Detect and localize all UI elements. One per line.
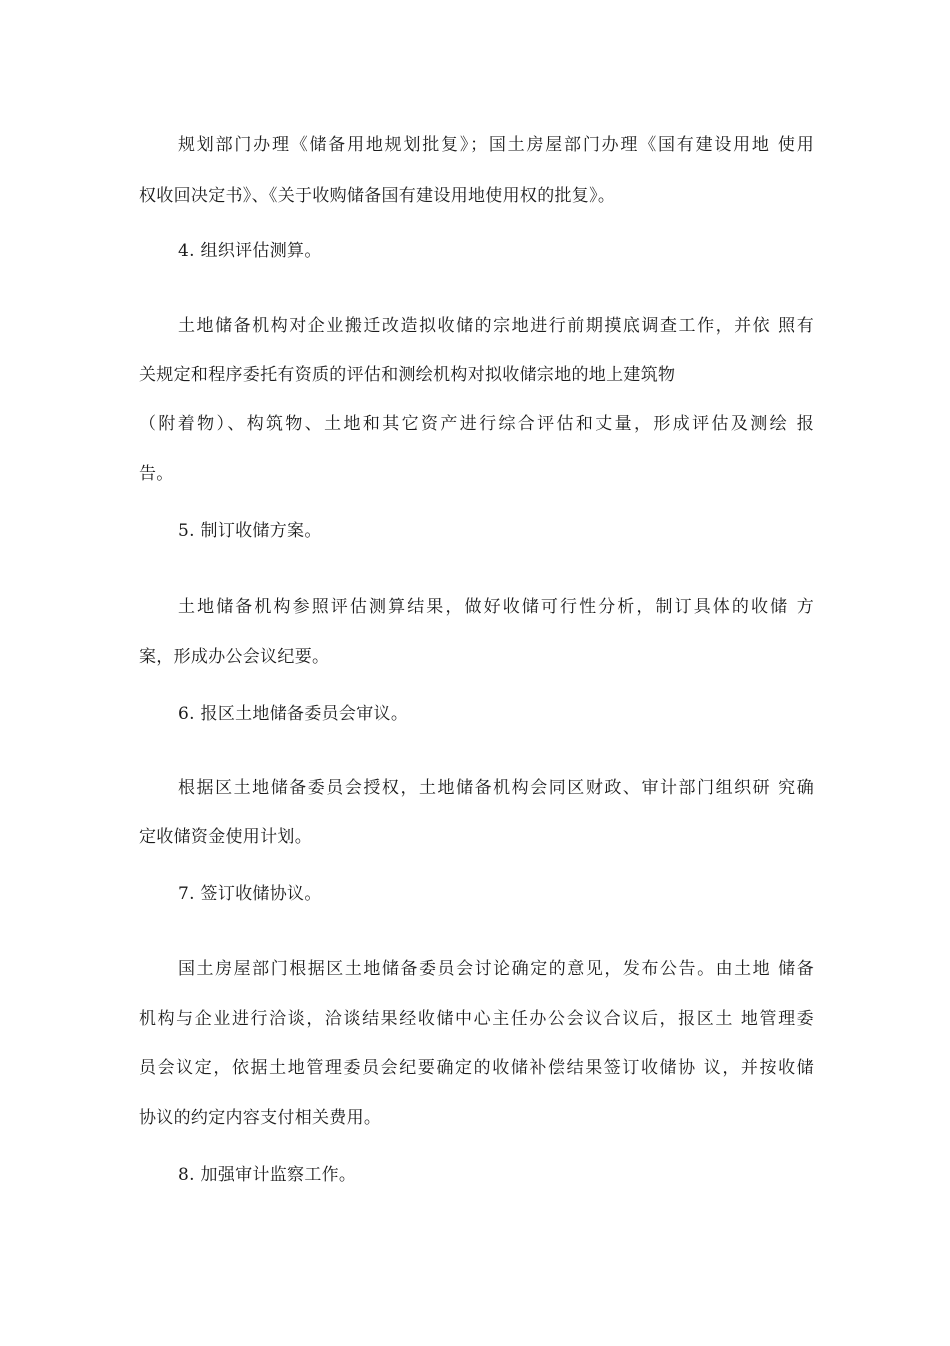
paragraph-line: 土地储备机构参照评估测算结果，做好收储可行性分析，制订具体的收储 方 [178,597,814,617]
section-heading-5: 5. 制订收储方案。 [178,521,322,541]
section-heading-7: 7. 签订收储协议。 [178,884,322,904]
paragraph-line: 国土房屋部门根据区土地储备委员会讨论确定的意见，发布公告。由土地 储备 [178,959,814,979]
paragraph-line: 定收储资金使用计划。 [139,827,312,847]
paragraph-line: 机构与企业进行洽谈，洽谈结果经收储中心主任办公会议合议后，报区土 地管理委 [139,1009,814,1029]
paragraph-line: 权收回决定书》、《关于收购储备国有建设用地使用权的批复》。 [139,186,616,206]
paragraph-line: （附着物）、构筑物、土地和其它资产进行综合评估和丈量，形成评估及测绘 报 [139,414,814,434]
section-heading-6: 6. 报区土地储备委员会审议。 [178,704,409,724]
section-heading-4: 4. 组织评估测算。 [178,241,322,261]
paragraph-line: 规划部门办理《储备用地规划批复》；国土房屋部门办理《国有建设用地 使用 [178,135,814,155]
section-heading-8: 8. 加强审计监察工作。 [178,1165,357,1185]
paragraph-line: 协议的约定内容支付相关费用。 [139,1108,382,1128]
paragraph-line: 告。 [139,464,174,484]
paragraph-line: 案，形成办公会议纪要。 [139,647,330,667]
paragraph-line: 关规定和程序委托有资质的评估和测绘机构对拟收储宗地的地上建筑物 [139,365,676,385]
paragraph-line: 员会议定，依据土地管理委员会纪要确定的收储补偿结果签订收储协 议，并按收储 [139,1058,814,1078]
paragraph-line: 根据区土地储备委员会授权，土地储备机构会同区财政、审计部门组织研 究确 [178,778,814,798]
paragraph-line: 土地储备机构对企业搬迁改造拟收储的宗地进行前期摸底调查工作，并依 照有 [178,316,814,336]
